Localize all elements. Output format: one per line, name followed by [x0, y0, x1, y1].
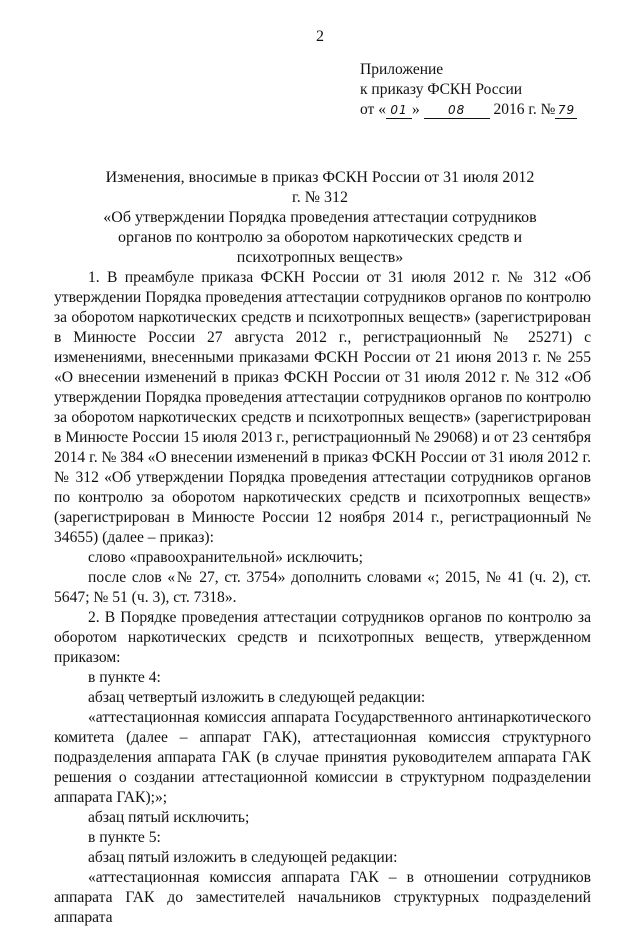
paragraph-4: 2. В Порядке проведения аттестации сотрудников органов по контролю за оборотом наркотических средств и психотропных веществ, утвержденном приказом: — [54, 609, 591, 666]
handwritten-month: 08 — [424, 102, 490, 119]
handwritten-day: 01 — [386, 102, 412, 119]
paragraph-9: в пункте 5: — [88, 829, 161, 846]
appendix-header — [360, 60, 577, 120]
date-prefix: от « — [360, 101, 386, 118]
handwritten-order-number: 79 — [555, 102, 577, 119]
appendix-label: Приложение — [360, 61, 444, 78]
paragraph-6: абзац четвертый изложить в следующей редакции: — [88, 689, 426, 706]
date-year: 2016 г. № — [493, 101, 556, 118]
paragraph-3: после слов «№ 27, ст. 3754» дополнить словами «; 2015, № 41 (ч. 2), ст. 5647; № 51 (ч. 3), ст. 7318». — [54, 569, 591, 606]
paragraph-1: 1. В преамбуле приказа ФСКН России от 31 июля 2012 г. № 312 «Об утверждении Порядка проведения аттестации сотрудников органов по контролю за оборотом наркотических средств и психотропных веществ» (зарегистрирован в Минюсте России 27 августа 2012 г., регистрационный № 25271) с изменениями, внесенными приказами ФСКН России от 21 июня 2013 г. № 255 «О внесении изменений в приказ ФСКН России от 31 июля 2012 г. № 312 «Об утверждении Порядка проведения аттестации сотрудников органов по контролю за оборотом наркотических средств и психотропных веществ» (зарегистрирован в Минюсте России 15 июля 2013 г., регистрационный № 29068) и от 23 сентября 2014 г. № 384 «О внесении изменений в приказ ФСКН России от 31 июля 2012 г. № 312 «Об утверждении Порядка проведения аттестации сотрудников органов по контролю за оборотом наркотических средств и психотропных веществ» (зарегистрирован в Минюсте России 12 ноября 2014 г., регистрационный № 34655) (далее – приказ): — [54, 269, 591, 546]
document-body — [54, 268, 591, 928]
appendix-order-ref: к приказу ФСКН России — [360, 81, 523, 98]
paragraph-11: «аттестационная комиссия аппарата ГАК – в отношении сотрудников аппарата ГАК до заместителей начальников структурных подразделений аппарата — [54, 869, 591, 926]
title-line: психотропных веществ» — [236, 249, 404, 266]
date-quote: » — [411, 101, 420, 118]
paragraph-8: абзац пятый исключить; — [88, 809, 250, 826]
document-title — [100, 168, 540, 268]
title-line: органов по контролю за оборотом наркотических средств и — [117, 229, 523, 246]
paragraph-7: «аттестационная комиссия аппарата Государственного антинаркотического комитета (далее – аппарат ГАК), аттестационная комиссия структурного подразделения аппарата ГАК (в случае принятия руководителем аппарата ГАК решения о создании аттестационной комиссии в структурном подразделении аппарата ГАК);»; — [54, 709, 591, 806]
title-line: «Об утверждении Порядка проведения аттестации сотрудников — [103, 209, 537, 226]
paragraph-10: абзац пятый изложить в следующей редакции: — [88, 849, 398, 866]
title-line: Изменения, вносимые в приказ ФСКН России от 31 июля 2012 г. № 312 — [105, 169, 535, 206]
paragraph-2: слово «правоохранительной» исключить; — [88, 549, 363, 566]
appendix-date-line — [360, 100, 577, 120]
paragraph-5: в пункте 4: — [88, 669, 161, 686]
page-number: 2 — [316, 28, 324, 45]
